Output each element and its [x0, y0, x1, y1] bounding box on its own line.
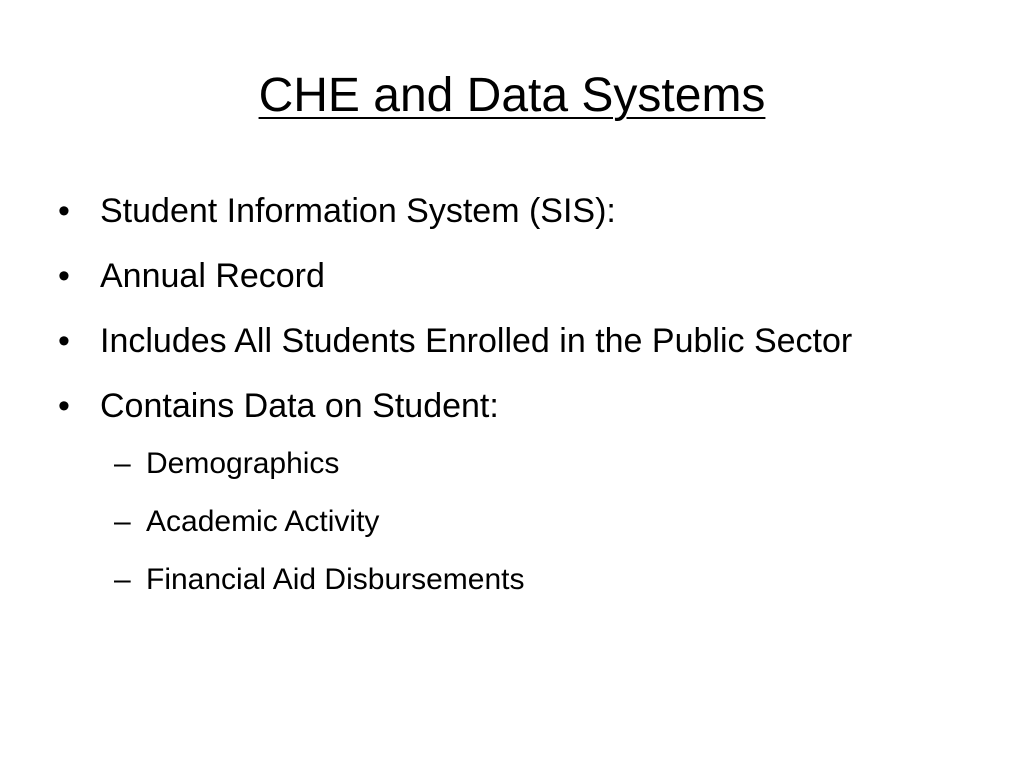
bullet-marker: •: [58, 387, 70, 425]
bullet-list: [58, 186, 938, 616]
sub-bullet-list: [100, 442, 938, 602]
sub-bullet-marker: –: [114, 447, 131, 480]
bullet-item-annual-record: [58, 251, 938, 302]
slide-title: CHE and Data Systems: [258, 69, 766, 122]
bullet-marker: •: [58, 192, 70, 230]
sub-bullet-demographics: [58, 442, 938, 486]
bullet-item-contains-data: [58, 381, 938, 602]
bullet-text: Student Information System (SIS):: [100, 192, 616, 230]
bullet-text: Includes All Students Enrolled in the Public Sector: [100, 322, 853, 360]
bullet-marker: •: [58, 257, 70, 295]
sub-bullet-financial-aid: [58, 558, 938, 602]
bullet-item-includes-students: [58, 316, 938, 367]
sub-bullet-marker: –: [114, 563, 131, 596]
sub-bullet-text: Academic Activity: [146, 505, 380, 538]
sub-bullet-text: Demographics: [146, 447, 340, 480]
sub-bullet-academic-activity: [58, 500, 938, 544]
sub-bullet-marker: –: [114, 505, 131, 538]
bullet-marker: •: [58, 322, 70, 360]
sub-bullet-text: Financial Aid Disbursements: [146, 563, 525, 596]
bullet-item-sis: [58, 186, 938, 237]
bullet-text: Annual Record: [100, 257, 325, 295]
bullet-text: Contains Data on Student:: [100, 387, 499, 425]
